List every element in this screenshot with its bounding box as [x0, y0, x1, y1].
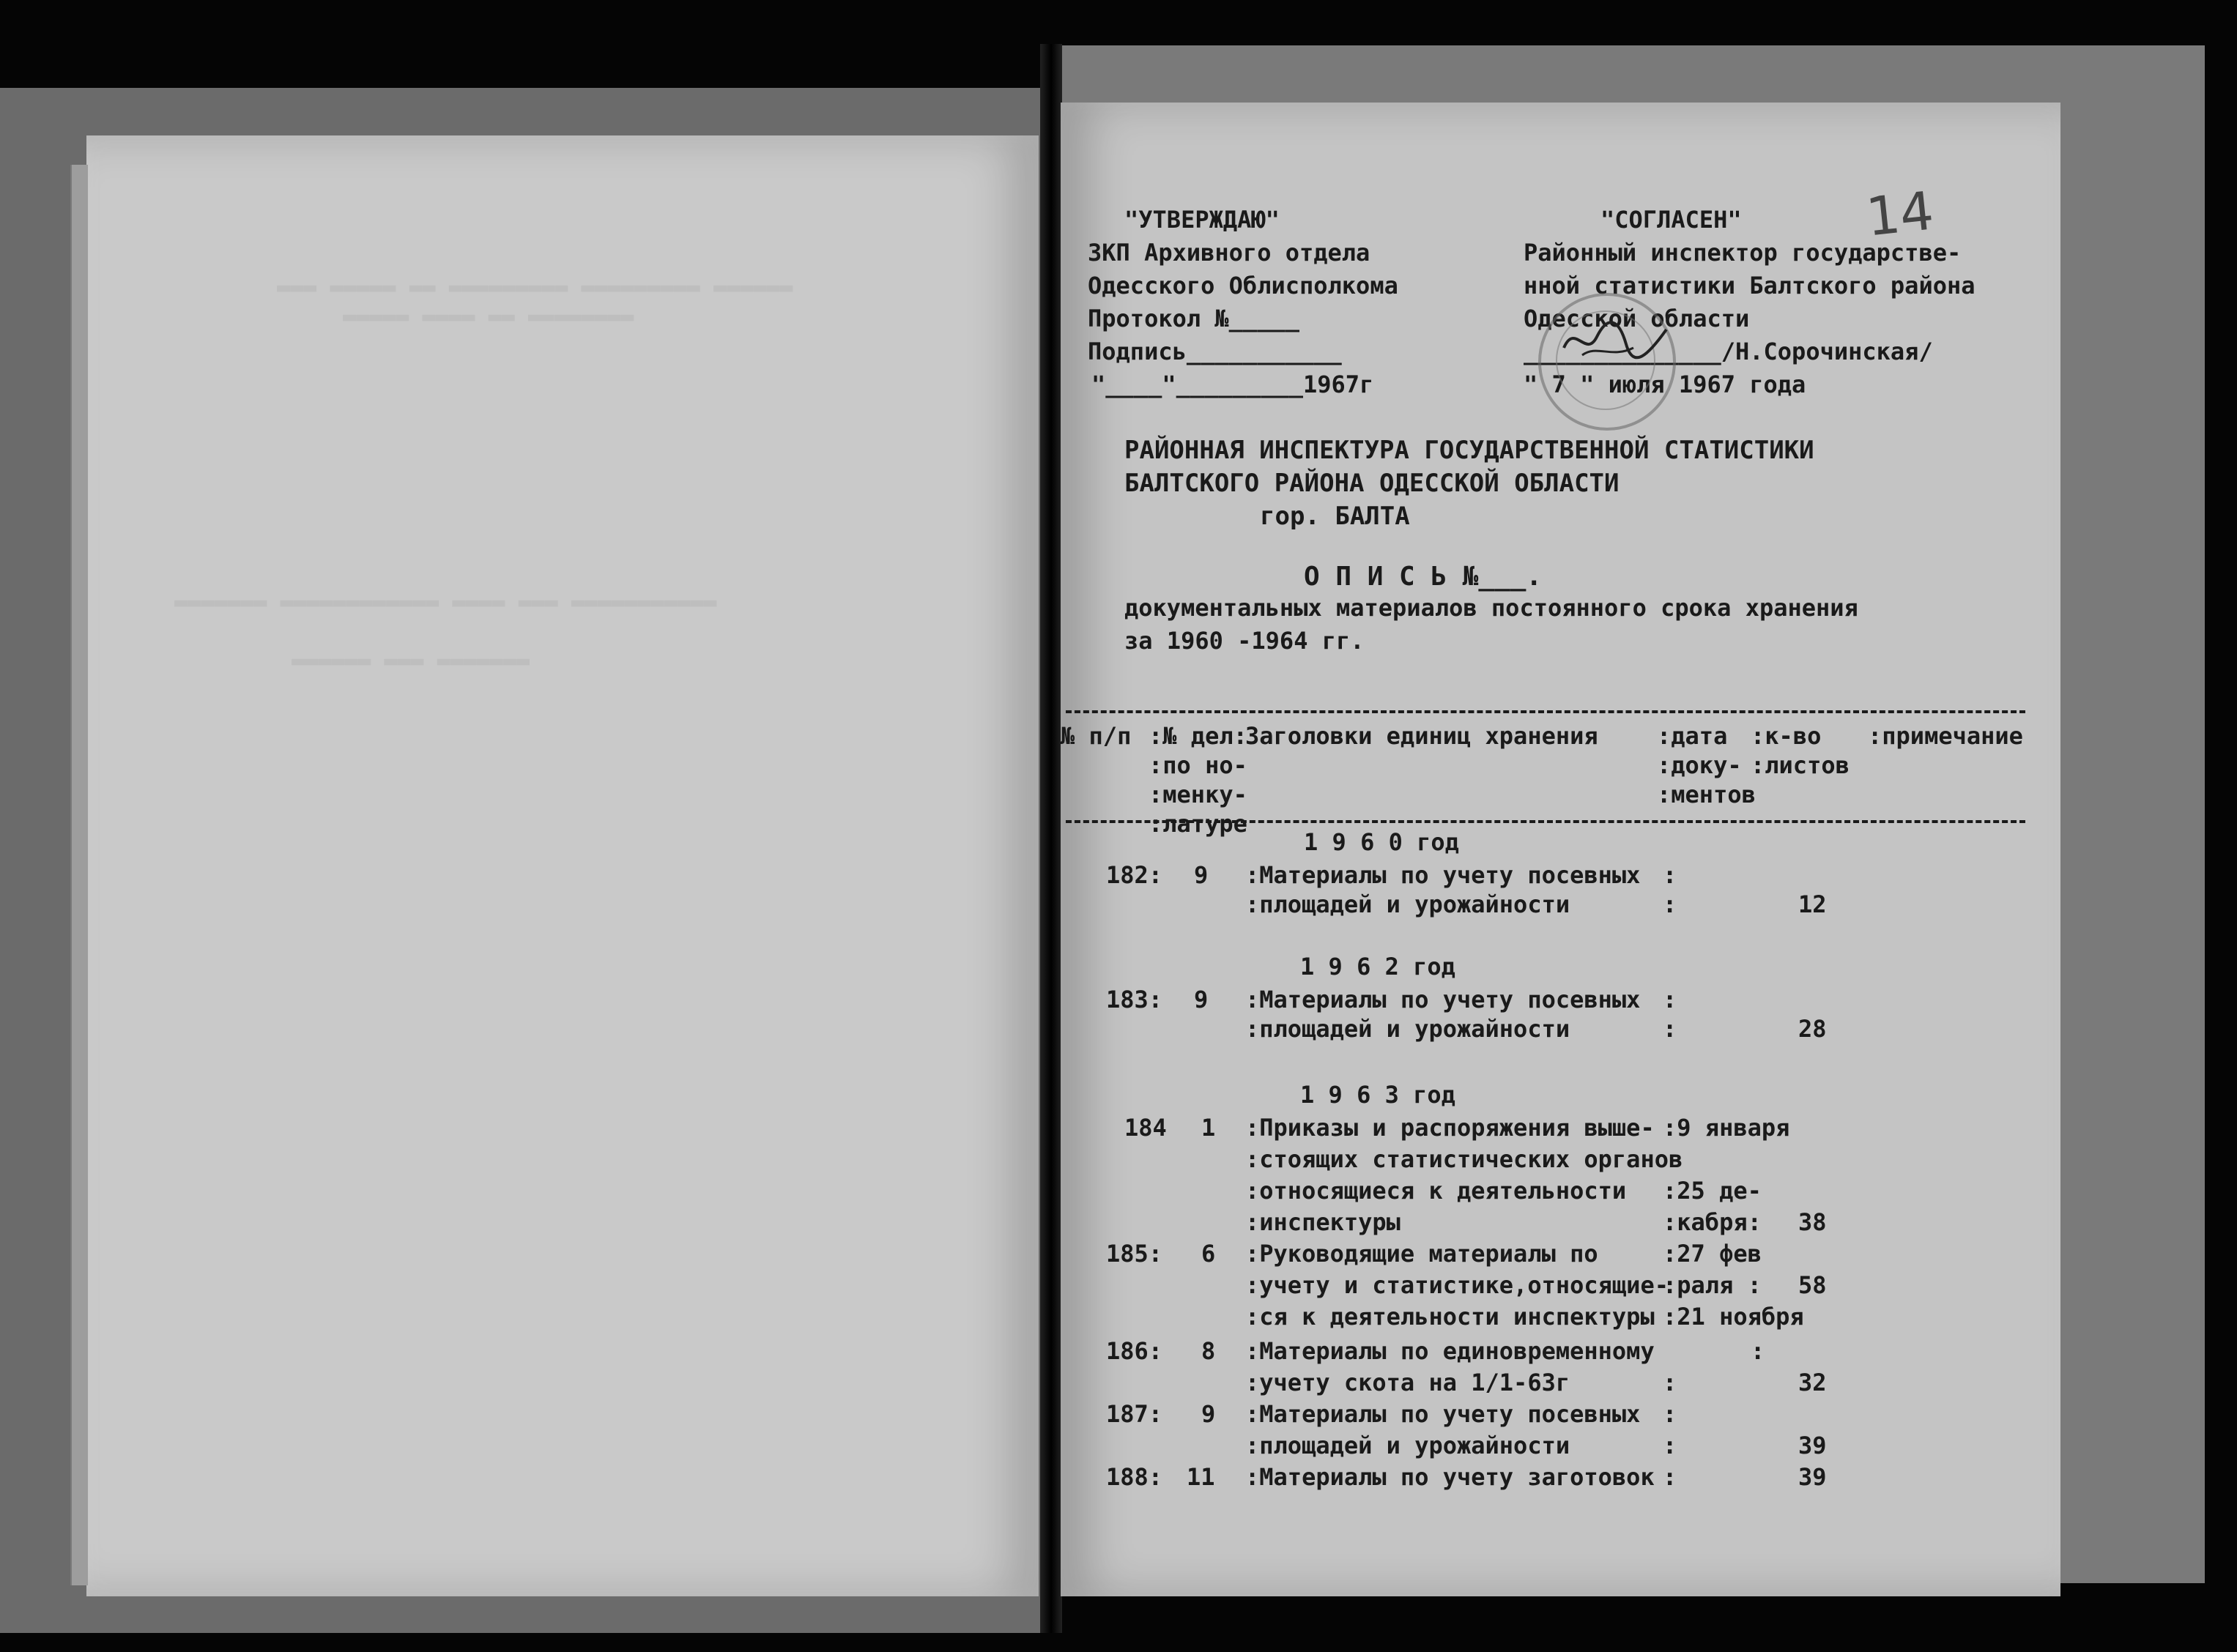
bleed-through-text: ▬▬▬▬▬▬▬ ▬▬▬▬▬▬▬▬▬▬▬▬ ▬▬▬▬ ▬▬▬ ▬▬▬▬▬▬▬▬▬▬▬ — [174, 589, 717, 615]
inventory-subtitle-1: документальных материалов постоянного срока хранения — [1124, 594, 1858, 622]
page-number: 14 — [1863, 179, 1937, 248]
table-row-del: 11 — [1187, 1463, 1215, 1491]
table-row-num: 187: — [1106, 1400, 1163, 1428]
table-row-date: :25 де- — [1663, 1177, 1762, 1205]
approved-line-3: Протокол №_____ — [1088, 305, 1299, 332]
header-del-2: :по но- — [1149, 751, 1247, 779]
table-row-num: 186: — [1106, 1337, 1163, 1365]
table-row-title: :Материалы по учету посевных — [1245, 986, 1641, 1013]
bleed-through-text: ▬▬▬▬▬ ▬▬▬▬ ▬▬ ▬▬▬▬▬▬▬▬ — [343, 304, 634, 330]
table-row-del: 9 — [1194, 861, 1209, 889]
table-row-del: 6 — [1201, 1240, 1216, 1268]
org-line-3: гор. БАЛТА — [1260, 502, 1410, 531]
table-row-sheets: 12 — [1798, 890, 1827, 918]
section-year-1960: 1 9 6 0 год — [1304, 828, 1459, 856]
signature-icon — [1560, 315, 1670, 366]
agreed-line-4: ______________/Н.Сорочинская/ — [1524, 338, 1933, 365]
table-row-num: 183: — [1106, 986, 1163, 1013]
table-row-sheets: 39 — [1798, 1432, 1827, 1459]
inventory-subtitle-2: за 1960 -1964 гг. — [1124, 627, 1365, 655]
table-row-date: : — [1663, 1369, 1677, 1396]
org-line-2: БАЛТСКОГО РАЙОНА ОДЕССКОЙ ОБЛАСТИ — [1124, 469, 1620, 498]
table-row-date: : — [1663, 1015, 1677, 1043]
table-row-title: :стоящих статистических органов — [1245, 1145, 1683, 1173]
table-row-del: 9 — [1194, 986, 1209, 1013]
table-header-border — [1066, 820, 2025, 823]
approved-line-5: "____"_________1967г — [1091, 371, 1374, 398]
header-sheets-2: :листов — [1751, 751, 1850, 779]
header-date-2: :доку- — [1657, 751, 1742, 779]
table-row-date: : — [1663, 1400, 1677, 1428]
table-row-num: 184 — [1124, 1114, 1167, 1142]
header-del-3: :менку- — [1149, 781, 1247, 808]
left-page-blank — [86, 135, 1039, 1596]
approved-line-2: Одесского Облисполкома — [1088, 272, 1398, 299]
table-row-date: :9 января — [1663, 1114, 1790, 1142]
table-row-title: :инспектуры — [1245, 1208, 1401, 1236]
table-row-num: 185: — [1106, 1240, 1163, 1268]
table-row-title: :ся к деятельности инспектуры — [1245, 1303, 1655, 1331]
table-row-date: : — [1751, 1337, 1765, 1365]
table-row-sheets: 39 — [1798, 1463, 1827, 1491]
book-gutter — [1040, 44, 1062, 1633]
header-num: № п/п — [1061, 722, 1132, 750]
inventory-title: О П И С Ь №___. — [1304, 562, 1543, 592]
header-note: :примечание — [1868, 722, 2023, 750]
table-row-date: :раля : — [1663, 1271, 1762, 1299]
bleed-through-text: ▬▬▬ ▬▬▬▬▬ ▬▬ ▬▬▬▬▬▬▬▬▬ ▬▬▬▬▬▬▬▬▬ ▬▬▬▬▬▬ — [277, 275, 793, 300]
agreed-title: "СОГЛАСЕН" — [1600, 206, 1742, 234]
table-row-title: :Приказы и распоряжения выше- — [1245, 1114, 1655, 1142]
table-row-date: :кабря: — [1663, 1208, 1762, 1236]
header-sheets-1: :к-во — [1751, 722, 1822, 750]
section-year-1962: 1 9 6 2 год — [1300, 953, 1455, 981]
header-del-4: :латуре — [1149, 810, 1247, 838]
bleed-through-text: ▬▬▬▬▬▬ ▬▬▬ ▬▬▬▬▬▬▬ — [292, 648, 530, 674]
header-date-3: :ментов — [1657, 781, 1756, 808]
table-row-del: 1 — [1201, 1114, 1216, 1142]
approved-line-4: Подпись___________ — [1088, 338, 1342, 365]
table-row-sheets: 32 — [1798, 1369, 1827, 1396]
agreed-line-3: Одесской области — [1524, 305, 1750, 332]
table-top-border — [1066, 710, 2025, 713]
table-row-date: : — [1663, 1463, 1677, 1491]
table-row-title: :Материалы по учету посевных — [1245, 1400, 1641, 1428]
header-date-1: :дата — [1657, 722, 1728, 750]
left-page-edge — [70, 165, 88, 1585]
org-line-1: РАЙОННАЯ ИНСПЕКТУРА ГОСУДАРСТВЕННОЙ СТАТИСТИКИ — [1124, 436, 1814, 465]
table-row-date: :21 ноября — [1663, 1303, 1804, 1331]
table-row-title: :учету и статистике,относящие- — [1245, 1271, 1669, 1299]
table-row-date: : — [1663, 986, 1677, 1013]
header-del-1: :№ дел: — [1149, 722, 1247, 750]
table-row-title: :площадей и урожайности — [1245, 890, 1570, 918]
approved-line-1: ЗКП Архивного отдела — [1088, 239, 1370, 267]
table-row-title: :Руководящие материалы по — [1245, 1240, 1598, 1268]
agreed-line-5: " 7 " июля 1967 года — [1524, 371, 1806, 398]
approved-title: "УТВЕРЖДАЮ" — [1124, 206, 1280, 234]
table-row-date: : — [1663, 861, 1677, 889]
table-row-title: :площадей и урожайности — [1245, 1432, 1570, 1459]
table-row-title: :учету скота на 1/1-63г — [1245, 1369, 1570, 1396]
table-row-num: 182: — [1106, 861, 1163, 889]
section-year-1963: 1 9 6 3 год — [1300, 1081, 1455, 1109]
table-row-title: :Материалы по учету посевных — [1245, 861, 1641, 889]
table-row-title: :Материалы по единовременному — [1245, 1337, 1655, 1365]
table-row-sheets: 28 — [1798, 1015, 1827, 1043]
table-row-title: :Материалы по учету заготовок — [1245, 1463, 1655, 1491]
table-row-del: 9 — [1201, 1400, 1216, 1428]
table-row-num: 188: — [1106, 1463, 1163, 1491]
table-row-date: : — [1663, 1432, 1677, 1459]
table-row-sheets: 58 — [1798, 1271, 1827, 1299]
table-row-title: :относящиеся к деятельности — [1245, 1177, 1627, 1205]
table-row-title: :площадей и урожайности — [1245, 1015, 1570, 1043]
table-row-date: :27 фев — [1663, 1240, 1762, 1268]
table-row-date: : — [1663, 890, 1677, 918]
agreed-line-1: Районный инспектор государстве- — [1524, 239, 1962, 267]
agreed-line-2: нной статистики Балтского района — [1524, 272, 1976, 299]
table-row-sheets: 38 — [1798, 1208, 1827, 1236]
header-title: Заголовки единиц хранения — [1245, 722, 1598, 750]
table-row-del: 8 — [1201, 1337, 1216, 1365]
